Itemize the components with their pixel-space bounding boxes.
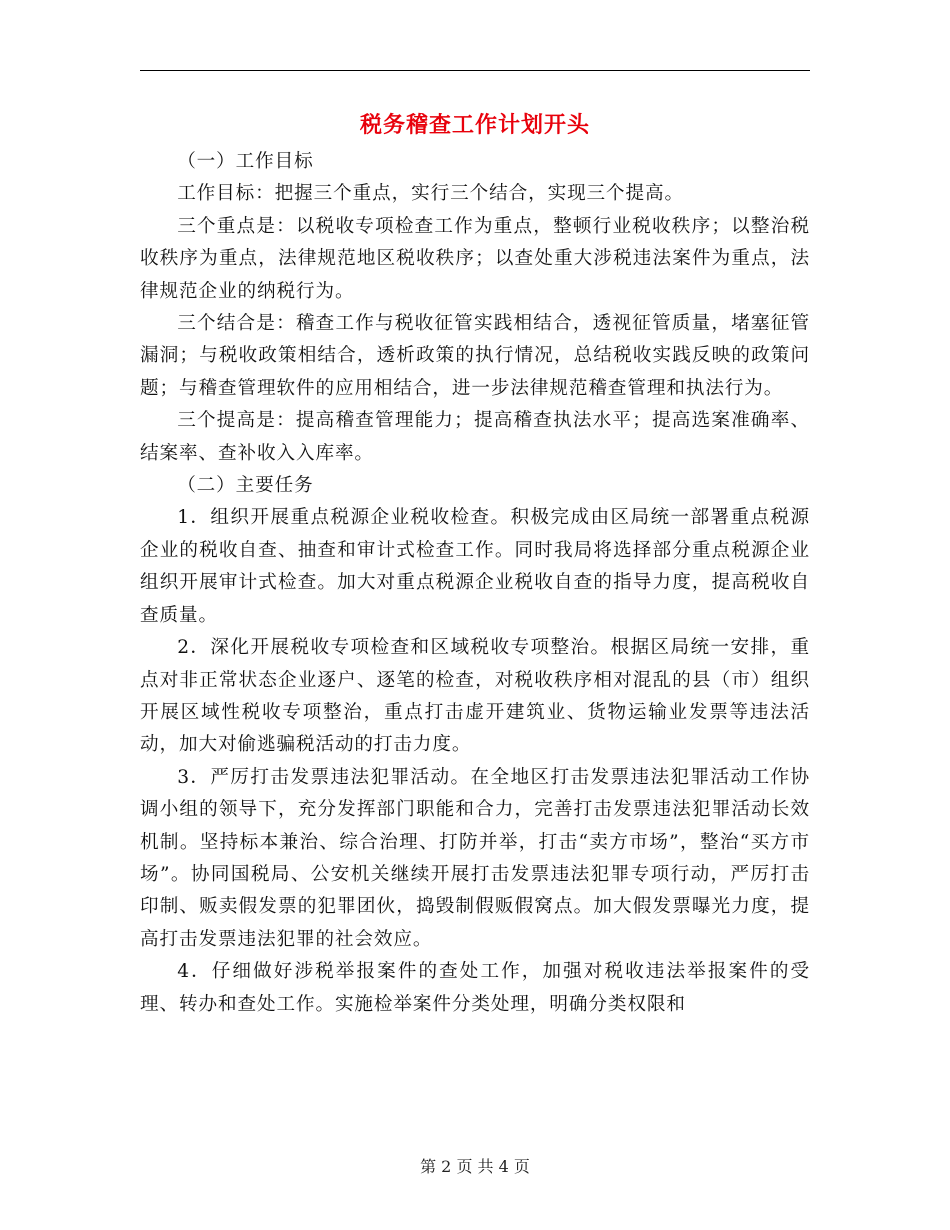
page-footer: 第 2 页 共 4 页 [420,1157,530,1176]
paragraph: 工作目标：把握三个重点，实行三个结合，实现三个提高。 [177,183,685,205]
document-title: 税务稽查工作计划开头 [359,113,590,138]
paragraph: 三个提高是：提高稽查管理能力；提高稽查执法水平；提高选案准确率、结案率、查补收入入库率。 [140,410,810,464]
header-rule [140,70,810,71]
document-body [140,146,810,1021]
section-heading-goals: （一）工作目标 [177,151,314,172]
paragraph: 3．严厉打击发票违法犯罪活动。在全地区打击发票违法犯罪活动工作协调小组的领导下，充分发挥部门职能和合力，完善打击发票违法犯罪活动长效机制。坚持标本兼治、综合治理、打防并举，打击“卖方市场”，整治“买方市场”。协同国税局、公安机关继续开展打击发票违法犯罪专项行动，严厉打击印制、贩卖假发票的犯罪团伙，捣毁制假贩假窝点。加大假发票曝光力度，提高打击发票违法犯罪的社会效应。 [140,766,810,950]
paragraph: 三个结合是：稽查工作与税收征管实践相结合，透视征管质量，堵塞征管漏洞；与税收政策相结合，透析政策的执行情况，总结税收实践反映的政策问题；与稽查管理软件的应用相结合，进一步法律规范稽查管理和执法行为。 [140,313,810,399]
paragraph: 4．仔细做好涉税举报案件的查处工作，加强对税收违法举报案件的受理、转办和查处工作。实施检举案件分类处理，明确分类权限和 [140,961,810,1015]
section-heading-tasks: （二）主要任务 [177,475,314,497]
paragraph: 三个重点是：以税收专项检查工作为重点，整顿行业税收秩序；以整治税收秩序为重点，法律规范地区税收秩序；以查处重大涉税违法案件为重点，法律规范企业的纳税行为。 [140,215,810,302]
paragraph: 2．深化开展税收专项检查和区域税收专项整治。根据区局统一安排，重点对非正常状态企业逐户、逐笔的检查，对税收秩序相对混乱的县（市）组织开展区域性税收专项整治，重点打击虚开建筑业、货物运输业发票等违法活动，加大对偷逃骗税活动的打击力度。 [140,637,810,756]
paragraph: 1．组织开展重点税源企业税收检查。积极完成由区局统一部署重点税源企业的税收自查、抽查和审计式检查工作。同时我局将选择部分重点税源企业组织开展审计式检查。加大对重点税源企业税收自查的指导力度，提高税收自查质量。 [140,507,810,626]
